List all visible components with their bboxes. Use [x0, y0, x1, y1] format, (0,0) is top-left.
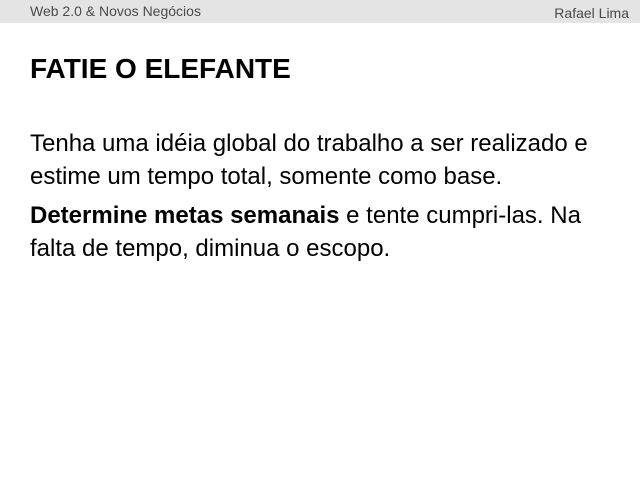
paragraph-global-idea: Tenha uma idéia global do trabalho a ser realizado e estime um tempo total, somente como base.: [30, 130, 588, 190]
paragraph-weekly-goals-emphasis: Determine metas semanais: [30, 202, 340, 229]
slide-title: FATIE O ELEFANTE: [30, 53, 291, 84]
header-course-title: Web 2.0 & Novos Negócios: [30, 3, 201, 19]
header-bar: [0, 0, 640, 23]
header-author: Rafael Lima: [554, 5, 629, 21]
paragraph-weekly-goals: [30, 199, 610, 265]
slide-body: [30, 127, 610, 271]
paragraph-weekly-goals-text: e tente cumpri-las. Na falta de tempo, diminua o escopo.: [30, 202, 581, 262]
